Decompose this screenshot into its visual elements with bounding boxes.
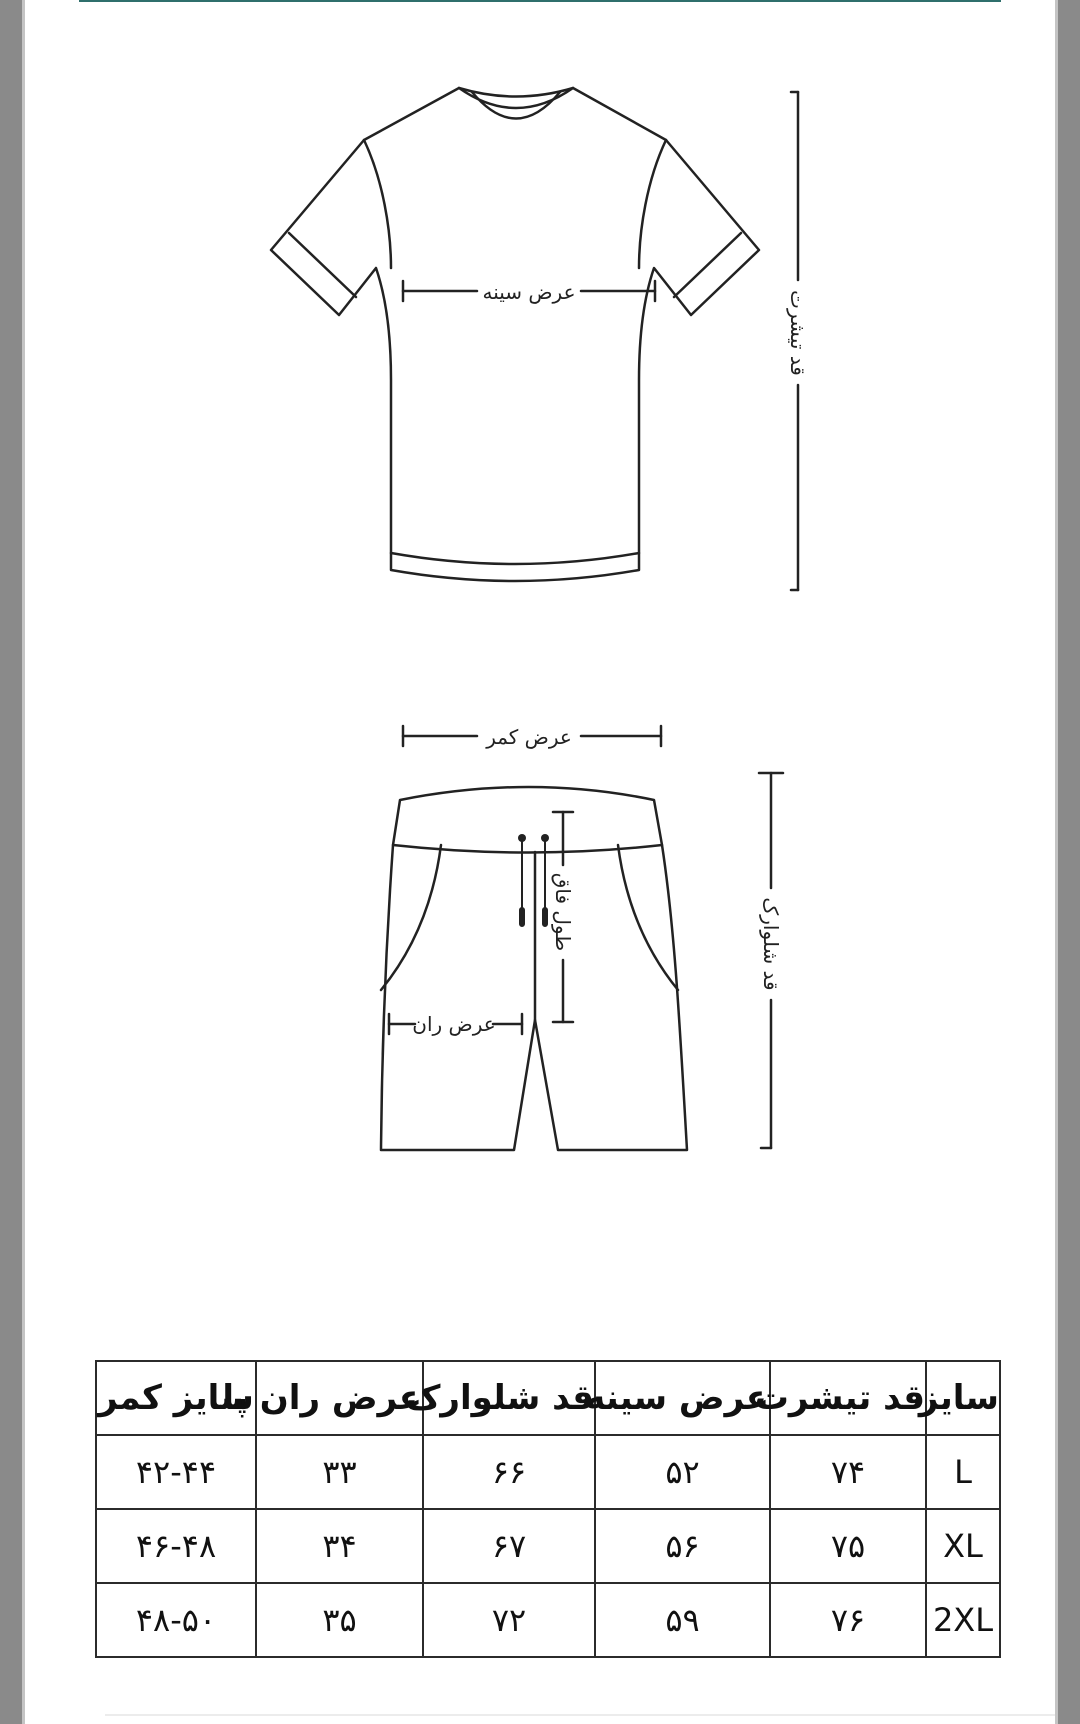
header-shorts-length: قد شلوارک [423,1361,595,1435]
waist-width-label: عرض کمر [486,725,572,749]
bottom-divider [105,1714,1055,1716]
header-thigh-width: عرض ران پا [256,1361,423,1435]
table-row [96,1509,1000,1583]
size-guide-diagram [25,0,1055,1340]
background-left [0,0,22,1724]
table-cell: ۷۶ [770,1583,926,1657]
chest-width-label: عرض سینه [482,280,576,304]
table-cell: 2XL [926,1583,1000,1657]
table-cell: ۷۵ [770,1509,926,1583]
header-waist-size: سایز کمر [96,1361,256,1435]
table-row [96,1583,1000,1657]
header-tshirt-length: قد تیشرت [770,1361,926,1435]
size-table-header-row [96,1361,1000,1435]
background-right [1058,0,1080,1724]
table-cell: ۴۸-۵۰ [96,1583,256,1657]
table-cell: ۷۲ [423,1583,595,1657]
table-cell: ۶۶ [423,1435,595,1509]
card-shadow-right [1055,0,1058,1724]
table-row [96,1435,1000,1509]
table-cell: ۳۳ [256,1435,423,1509]
shorts-length-label: قد شلوارک [759,897,783,991]
thigh-width-label: عرض ران [412,1012,496,1036]
table-cell: ۴۲-۴۴ [96,1435,256,1509]
table-cell: ۴۶-۴۸ [96,1509,256,1583]
table-cell: ۷۴ [770,1435,926,1509]
shorts-waistband [393,845,662,853]
table-cell: XL [926,1509,1000,1583]
table-cell: ۳۴ [256,1509,423,1583]
table-cell: ۵۶ [595,1509,770,1583]
size-table [95,1360,1001,1658]
content-card [25,0,1055,1724]
table-cell: ۵۲ [595,1435,770,1509]
table-cell: L [926,1435,1000,1509]
header-chest-width: عرض سینه [595,1361,770,1435]
table-cell: ۵۹ [595,1583,770,1657]
tshirt-outline [271,88,759,581]
table-cell: ۶۷ [423,1509,595,1583]
table-cell: ۳۵ [256,1583,423,1657]
tshirt-length-label: قد تیشرت [786,290,810,376]
header-size: سایز [926,1361,1000,1435]
rise-length-label: طول فاق [551,872,575,952]
